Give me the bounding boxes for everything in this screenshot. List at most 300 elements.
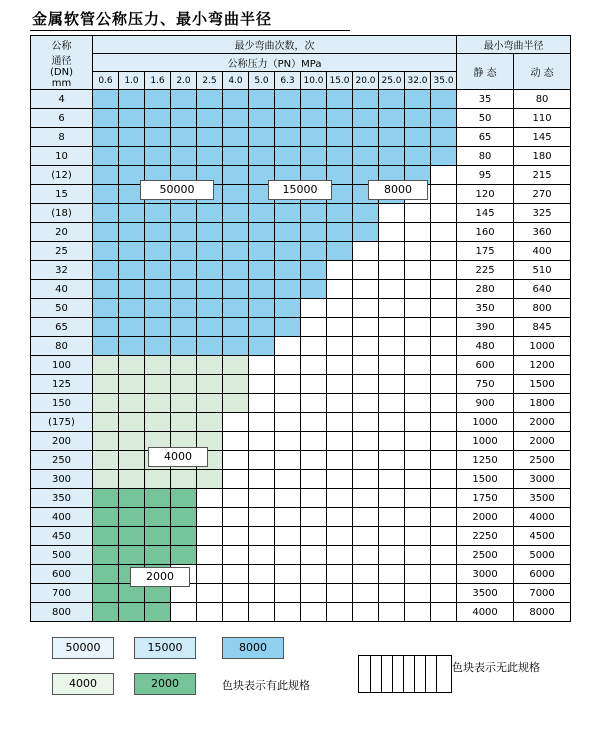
grid-cell xyxy=(301,337,327,356)
grid-cell xyxy=(119,204,145,223)
grid-cell xyxy=(275,394,301,413)
row-dn-label: 250 xyxy=(31,451,93,470)
row-static-radius: 280 xyxy=(457,280,514,299)
legend-has-spec-text: 色块表示有此规格 xyxy=(222,679,310,692)
grid-cell xyxy=(171,603,197,622)
grid-cell xyxy=(301,299,327,318)
header-dn-line4: mm xyxy=(51,77,72,89)
table-row xyxy=(31,109,571,128)
grid-cell xyxy=(93,375,119,394)
row-dn-label: 125 xyxy=(31,375,93,394)
grid-cell xyxy=(93,185,119,204)
grid-cell xyxy=(431,603,457,622)
header-pressure-1: 1.0 xyxy=(119,72,145,90)
grid-cell xyxy=(379,90,405,109)
grid-cell xyxy=(405,128,431,147)
header-static: 静 态 xyxy=(457,54,514,90)
grid-cell xyxy=(431,128,457,147)
grid-cell xyxy=(119,375,145,394)
row-dn-label: 100 xyxy=(31,356,93,375)
grid-cell xyxy=(93,508,119,527)
row-dn-label: 40 xyxy=(31,280,93,299)
grid-cell xyxy=(145,299,171,318)
grid-cell xyxy=(405,204,431,223)
grid-cell xyxy=(249,128,275,147)
header-pressure-10: 20.0 xyxy=(353,72,379,90)
grid-cell xyxy=(93,413,119,432)
grid-cell xyxy=(379,584,405,603)
table-row xyxy=(31,242,571,261)
grid-cell xyxy=(171,337,197,356)
table-row xyxy=(31,299,571,318)
grid-cell xyxy=(119,394,145,413)
grid-cell xyxy=(197,546,223,565)
grid-cell xyxy=(145,337,171,356)
grid-cell xyxy=(145,90,171,109)
grid-cell xyxy=(145,527,171,546)
grid-cell xyxy=(431,565,457,584)
grid-cell xyxy=(145,261,171,280)
row-dynamic-radius: 2000 xyxy=(514,432,571,451)
header-dn-line2: 通径 xyxy=(51,55,72,67)
grid-cell xyxy=(197,299,223,318)
grid-cell xyxy=(405,489,431,508)
grid-cell xyxy=(327,356,353,375)
grid-cell xyxy=(93,356,119,375)
grid-cell xyxy=(275,318,301,337)
grid-cell xyxy=(405,603,431,622)
grid-cell xyxy=(171,109,197,128)
grid-cell xyxy=(405,565,431,584)
grid-cell xyxy=(197,128,223,147)
grid-cell xyxy=(327,565,353,584)
grid-cell xyxy=(353,470,379,489)
grid-cell xyxy=(431,280,457,299)
row-static-radius: 2500 xyxy=(457,546,514,565)
row-dn-label: 4 xyxy=(31,90,93,109)
grid-cell xyxy=(197,356,223,375)
grid-cell xyxy=(327,299,353,318)
grid-cell xyxy=(431,318,457,337)
grid-cell xyxy=(301,584,327,603)
grid-cell xyxy=(223,470,249,489)
grid-cell xyxy=(119,261,145,280)
grid-cell xyxy=(405,527,431,546)
table-row xyxy=(31,318,571,337)
grid-cell xyxy=(353,356,379,375)
legend-15000: 15000 xyxy=(134,637,196,659)
grid-cell xyxy=(145,356,171,375)
grid-cell xyxy=(275,546,301,565)
grid-cell xyxy=(379,337,405,356)
grid-cell xyxy=(223,185,249,204)
grid-cell xyxy=(327,375,353,394)
grid-cell xyxy=(379,527,405,546)
header-pressure-9: 15.0 xyxy=(327,72,353,90)
grid-cell xyxy=(197,584,223,603)
grid-cell xyxy=(119,318,145,337)
header-dn-line3: (DN) xyxy=(50,66,73,78)
grid-cell xyxy=(249,109,275,128)
table-head xyxy=(31,36,571,90)
page-title: 金属软管公称压力、最小弯曲半径 xyxy=(32,10,273,28)
grid-cell xyxy=(171,413,197,432)
legend-no-spec-text: 色块表示无此规格 xyxy=(452,661,540,674)
grid-cell xyxy=(275,508,301,527)
row-dynamic-radius: 4000 xyxy=(514,508,571,527)
grid-cell xyxy=(353,90,379,109)
grid-cell xyxy=(197,280,223,299)
grid-cell xyxy=(249,375,275,394)
table-row xyxy=(31,508,571,527)
grid-cell xyxy=(327,546,353,565)
grid-cell xyxy=(223,394,249,413)
grid-cell xyxy=(223,147,249,166)
grid-cell xyxy=(405,451,431,470)
row-dynamic-radius: 3500 xyxy=(514,489,571,508)
grid-cell xyxy=(379,242,405,261)
grid-cell xyxy=(223,413,249,432)
grid-cell xyxy=(119,223,145,242)
grid-cell xyxy=(197,261,223,280)
grid-cell xyxy=(93,584,119,603)
grid-cell xyxy=(301,603,327,622)
grid-cell xyxy=(223,337,249,356)
table-row xyxy=(31,261,571,280)
grid-cell xyxy=(93,242,119,261)
grid-cell xyxy=(431,470,457,489)
grid-cell xyxy=(249,432,275,451)
grid-cell xyxy=(379,147,405,166)
row-dynamic-radius: 325 xyxy=(514,204,571,223)
row-dynamic-radius: 1200 xyxy=(514,356,571,375)
grid-cell xyxy=(145,508,171,527)
grid-cell xyxy=(119,90,145,109)
row-static-radius: 95 xyxy=(457,166,514,185)
grid-cell xyxy=(145,147,171,166)
grid-cell xyxy=(431,261,457,280)
header-bend-times: 最少弯曲次数，次 xyxy=(93,36,457,54)
grid-cell xyxy=(405,356,431,375)
grid-cell xyxy=(197,223,223,242)
header-pressure-3: 2.0 xyxy=(171,72,197,90)
grid-cell xyxy=(119,128,145,147)
header-pressure-12: 32.0 xyxy=(405,72,431,90)
grid-cell xyxy=(379,299,405,318)
grid-cell xyxy=(301,527,327,546)
row-dn-label: 400 xyxy=(31,508,93,527)
grid-cell xyxy=(93,147,119,166)
grid-cell xyxy=(327,242,353,261)
table-row xyxy=(31,432,571,451)
grid-cell xyxy=(405,546,431,565)
grid-cell xyxy=(301,375,327,394)
grid-cell xyxy=(119,109,145,128)
grid-cell xyxy=(171,527,197,546)
grid-cell xyxy=(197,413,223,432)
grid-cell xyxy=(249,261,275,280)
header-pressure-0: 0.6 xyxy=(93,72,119,90)
legend-4000: 4000 xyxy=(52,673,114,695)
grid-cell xyxy=(301,223,327,242)
grid-cell xyxy=(379,223,405,242)
grid-cell xyxy=(197,242,223,261)
row-dn-label: 6 xyxy=(31,109,93,128)
row-dynamic-radius: 2500 xyxy=(514,451,571,470)
row-dynamic-radius: 7000 xyxy=(514,584,571,603)
legend-8000: 8000 xyxy=(222,637,284,659)
grid-cell xyxy=(405,223,431,242)
grid-cell xyxy=(353,451,379,470)
row-dn-label: 80 xyxy=(31,337,93,356)
row-static-radius: 50 xyxy=(457,109,514,128)
grid-cell xyxy=(119,413,145,432)
callout-50000: 50000 xyxy=(140,180,214,200)
grid-cell xyxy=(327,337,353,356)
row-dn-label: 15 xyxy=(31,185,93,204)
grid-cell xyxy=(171,128,197,147)
grid-cell xyxy=(353,584,379,603)
grid-cell xyxy=(301,261,327,280)
grid-cell xyxy=(431,584,457,603)
grid-cell xyxy=(353,603,379,622)
grid-cell xyxy=(171,375,197,394)
grid-cell xyxy=(119,432,145,451)
grid-cell xyxy=(119,470,145,489)
table-row xyxy=(31,527,571,546)
spec-table xyxy=(30,35,571,622)
grid-cell xyxy=(93,109,119,128)
grid-cell xyxy=(379,280,405,299)
grid-cell xyxy=(119,337,145,356)
header-pressure-2: 1.6 xyxy=(145,72,171,90)
grid-cell xyxy=(249,527,275,546)
row-dn-label: 25 xyxy=(31,242,93,261)
grid-cell xyxy=(249,204,275,223)
grid-cell xyxy=(379,261,405,280)
row-dynamic-radius: 110 xyxy=(514,109,571,128)
grid-cell xyxy=(145,318,171,337)
grid-cell xyxy=(145,223,171,242)
grid-cell xyxy=(405,109,431,128)
row-static-radius: 65 xyxy=(457,128,514,147)
grid-cell xyxy=(171,508,197,527)
row-dynamic-radius: 510 xyxy=(514,261,571,280)
row-dynamic-radius: 145 xyxy=(514,128,571,147)
row-static-radius: 175 xyxy=(457,242,514,261)
grid-cell xyxy=(405,508,431,527)
row-dn-label: 32 xyxy=(31,261,93,280)
grid-cell xyxy=(223,280,249,299)
grid-cell xyxy=(275,432,301,451)
grid-cell xyxy=(223,432,249,451)
table-row xyxy=(31,375,571,394)
grid-cell xyxy=(405,261,431,280)
grid-cell xyxy=(93,261,119,280)
grid-cell xyxy=(353,109,379,128)
grid-cell xyxy=(171,242,197,261)
row-static-radius: 160 xyxy=(457,223,514,242)
grid-cell xyxy=(197,394,223,413)
grid-cell xyxy=(223,166,249,185)
grid-cell xyxy=(249,394,275,413)
grid-cell xyxy=(249,546,275,565)
grid-cell xyxy=(93,318,119,337)
grid-cell xyxy=(249,356,275,375)
row-static-radius: 120 xyxy=(457,185,514,204)
grid-cell xyxy=(93,204,119,223)
grid-cell xyxy=(405,299,431,318)
row-dn-label: 450 xyxy=(31,527,93,546)
row-static-radius: 80 xyxy=(457,147,514,166)
table-row xyxy=(31,337,571,356)
row-static-radius: 35 xyxy=(457,90,514,109)
grid-cell xyxy=(379,489,405,508)
grid-cell xyxy=(249,584,275,603)
grid-cell xyxy=(223,451,249,470)
grid-cell xyxy=(93,527,119,546)
row-dynamic-radius: 1000 xyxy=(514,337,571,356)
row-dn-label: 20 xyxy=(31,223,93,242)
grid-cell xyxy=(379,128,405,147)
grid-cell xyxy=(379,394,405,413)
grid-cell xyxy=(197,375,223,394)
grid-cell xyxy=(223,128,249,147)
grid-cell xyxy=(379,508,405,527)
grid-cell xyxy=(405,147,431,166)
grid-cell xyxy=(223,508,249,527)
table-row xyxy=(31,223,571,242)
grid-cell xyxy=(119,489,145,508)
row-static-radius: 2250 xyxy=(457,527,514,546)
grid-cell xyxy=(379,413,405,432)
grid-cell xyxy=(223,603,249,622)
row-static-radius: 350 xyxy=(457,299,514,318)
grid-cell xyxy=(431,413,457,432)
table-row xyxy=(31,204,571,223)
grid-cell xyxy=(431,90,457,109)
grid-cell xyxy=(301,413,327,432)
grid-cell xyxy=(249,508,275,527)
grid-cell xyxy=(353,375,379,394)
grid-cell xyxy=(431,375,457,394)
row-dynamic-radius: 80 xyxy=(514,90,571,109)
grid-cell xyxy=(327,128,353,147)
grid-cell xyxy=(93,280,119,299)
grid-cell xyxy=(171,223,197,242)
grid-cell xyxy=(275,356,301,375)
row-static-radius: 1500 xyxy=(457,470,514,489)
grid-cell xyxy=(301,128,327,147)
header-pressure-7: 6.3 xyxy=(275,72,301,90)
grid-cell xyxy=(171,356,197,375)
grid-cell xyxy=(223,489,249,508)
grid-cell xyxy=(275,223,301,242)
grid-cell xyxy=(327,508,353,527)
grid-cell xyxy=(327,489,353,508)
grid-cell xyxy=(223,356,249,375)
row-dn-label: 150 xyxy=(31,394,93,413)
header-pressure-5: 4.0 xyxy=(223,72,249,90)
grid-cell xyxy=(197,109,223,128)
grid-cell xyxy=(93,489,119,508)
table-row xyxy=(31,90,571,109)
grid-cell xyxy=(223,565,249,584)
grid-cell xyxy=(249,90,275,109)
row-dynamic-radius: 2000 xyxy=(514,413,571,432)
grid-cell xyxy=(171,147,197,166)
title-underline xyxy=(30,30,350,31)
grid-cell xyxy=(93,546,119,565)
grid-cell xyxy=(275,451,301,470)
grid-cell xyxy=(197,318,223,337)
grid-cell xyxy=(431,223,457,242)
grid-cell xyxy=(119,299,145,318)
grid-cell xyxy=(353,242,379,261)
grid-cell xyxy=(197,565,223,584)
grid-cell xyxy=(197,508,223,527)
grid-cell xyxy=(119,451,145,470)
grid-cell xyxy=(327,527,353,546)
grid-cell xyxy=(353,489,379,508)
grid-cell xyxy=(379,318,405,337)
row-dynamic-radius: 270 xyxy=(514,185,571,204)
grid-cell xyxy=(405,318,431,337)
row-dynamic-radius: 215 xyxy=(514,166,571,185)
grid-cell xyxy=(275,413,301,432)
grid-cell xyxy=(353,432,379,451)
grid-cell xyxy=(353,223,379,242)
grid-cell xyxy=(171,280,197,299)
grid-cell xyxy=(431,546,457,565)
row-dynamic-radius: 400 xyxy=(514,242,571,261)
grid-cell xyxy=(249,299,275,318)
grid-cell xyxy=(431,432,457,451)
grid-cell xyxy=(431,527,457,546)
grid-cell xyxy=(249,318,275,337)
table-row xyxy=(31,470,571,489)
row-static-radius: 750 xyxy=(457,375,514,394)
grid-cell xyxy=(327,280,353,299)
row-dn-label: (12) xyxy=(31,166,93,185)
header-dynamic: 动 态 xyxy=(514,54,571,90)
table-row xyxy=(31,489,571,508)
grid-cell xyxy=(93,223,119,242)
grid-cell xyxy=(327,90,353,109)
row-dynamic-radius: 1800 xyxy=(514,394,571,413)
grid-cell xyxy=(171,470,197,489)
grid-cell xyxy=(405,375,431,394)
row-static-radius: 390 xyxy=(457,318,514,337)
grid-cell xyxy=(171,299,197,318)
grid-cell xyxy=(249,337,275,356)
grid-cell xyxy=(197,90,223,109)
grid-cell xyxy=(327,318,353,337)
grid-cell xyxy=(275,261,301,280)
grid-cell xyxy=(379,470,405,489)
grid-cell xyxy=(301,318,327,337)
grid-cell xyxy=(431,185,457,204)
grid-cell xyxy=(301,565,327,584)
grid-cell xyxy=(171,489,197,508)
grid-cell xyxy=(223,299,249,318)
grid-cell xyxy=(145,394,171,413)
grid-cell xyxy=(145,128,171,147)
grid-cell xyxy=(275,375,301,394)
legend-50000: 50000 xyxy=(52,637,114,659)
row-dn-label: (18) xyxy=(31,204,93,223)
header-min-radius: 最小弯曲半径 xyxy=(457,36,571,54)
